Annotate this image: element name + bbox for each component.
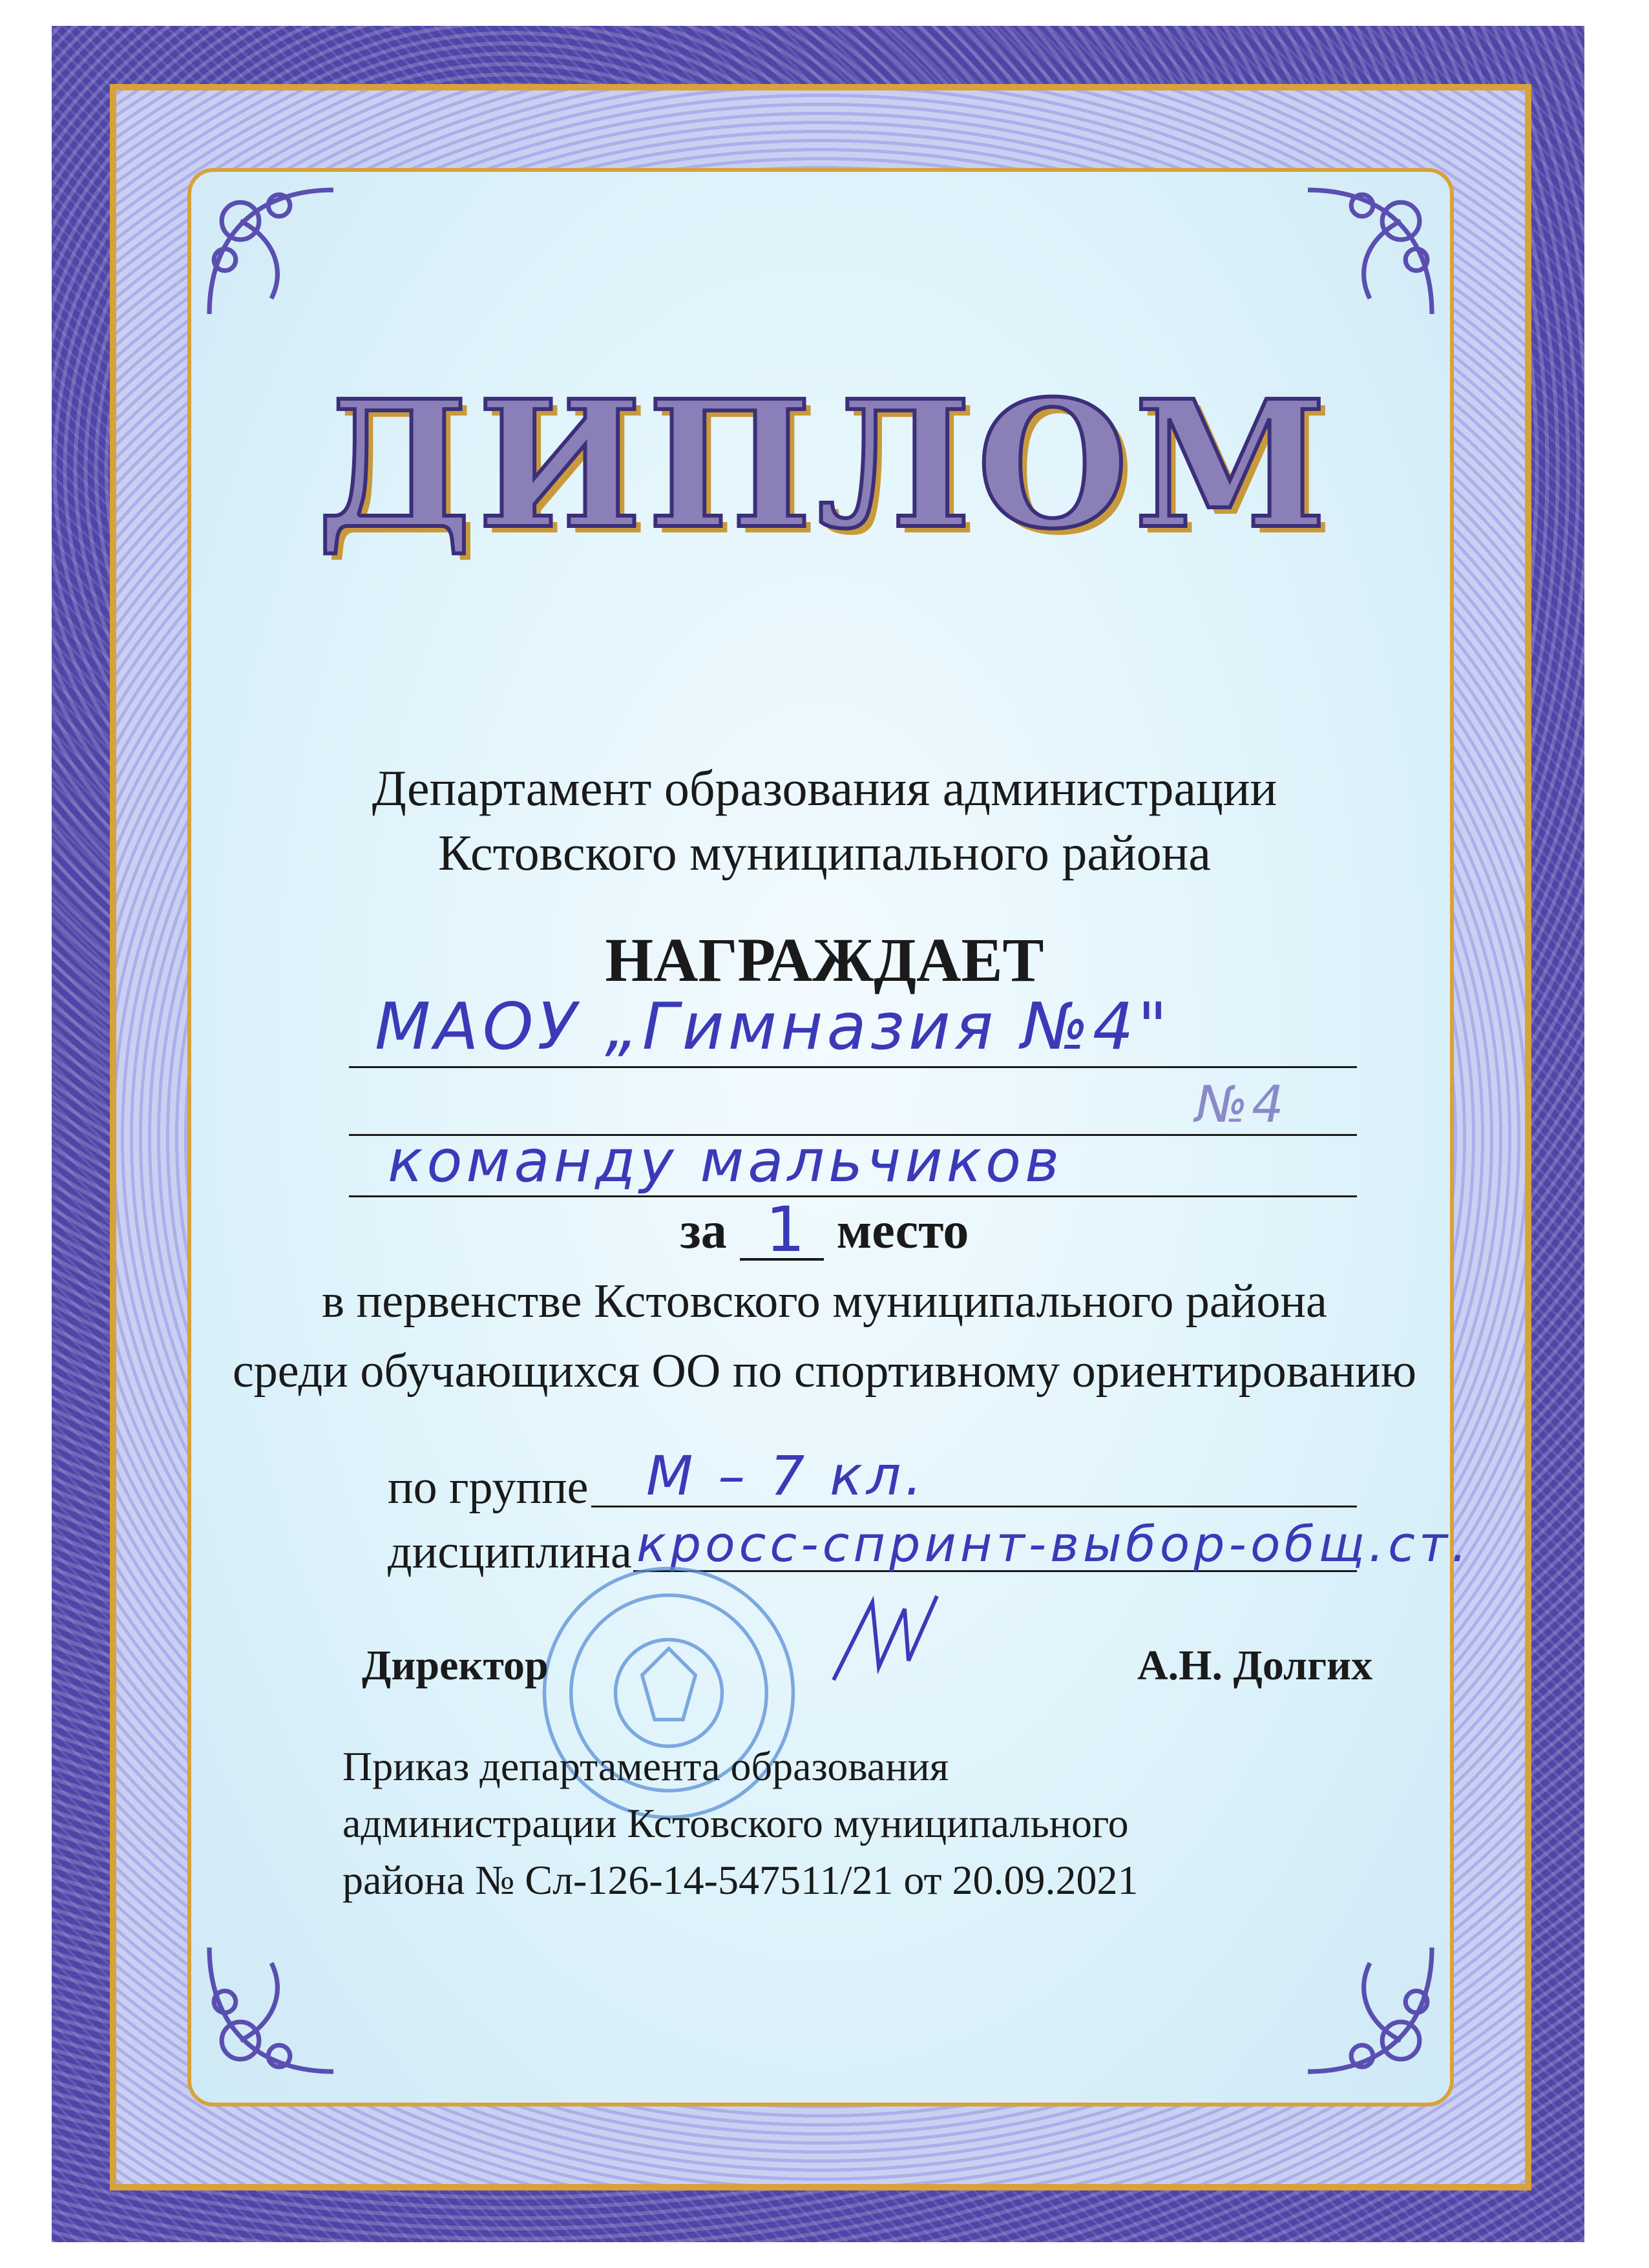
description-line-1: в первенстве Кстовского муниципального района (322, 1275, 1327, 1328)
recipient-handwritten-1: МАОУ „Гимназия №4" (375, 989, 1171, 1064)
description-line-2: среди обучающихся ОО по спортивному ориентированию (232, 1345, 1417, 1398)
order-line-2: администрации Кстовского муниципального (342, 1800, 1129, 1846)
group-value-handwritten: М – 7 кл. (646, 1444, 927, 1507)
order-line-1: Приказ департамента образования (342, 1743, 949, 1789)
recipient-handwritten-2: №4 (1195, 1076, 1288, 1134)
corner-ornament-bottom-right (1292, 1932, 1447, 2087)
recipient-line-1 (349, 1066, 1357, 1068)
recipient-line-3 (349, 1195, 1357, 1197)
awards-heading: НАГРАЖДАЕТ (605, 925, 1044, 994)
signature-role: Директор (362, 1642, 549, 1689)
recipient-handwritten-3: команду мальчиков (388, 1128, 1064, 1195)
corner-ornament-bottom-left (194, 1932, 349, 2087)
discipline-value-handwritten: кросс-спринт-выбор-общ.ст. (636, 1515, 1471, 1573)
diploma-title: ДИПЛОМ (317, 362, 1332, 567)
description-block (0, 1266, 1649, 1406)
signature-name: А.Н. Долгих (1137, 1642, 1373, 1689)
place-row (0, 1193, 1649, 1266)
signature-scribble (821, 1590, 950, 1693)
group-label: по группе (388, 1461, 589, 1514)
corner-ornament-top-left (194, 174, 349, 330)
discipline-label: дисциплина (388, 1526, 632, 1579)
department-line-2: Кстовского муниципального района (437, 824, 1212, 881)
department-line-1: Департамент образования администрации (372, 760, 1277, 816)
place-blank (740, 1193, 824, 1266)
order-block (342, 1738, 1138, 1909)
place-prefix: за (680, 1202, 727, 1259)
order-line-3: района № Сл-126-14-547511/21 от 20.09.2021 (342, 1857, 1139, 1903)
place-suffix: место (836, 1202, 969, 1259)
corner-ornament-top-right (1292, 174, 1447, 330)
department-block (0, 756, 1649, 885)
place-value-handwritten: 1 (765, 1193, 809, 1266)
